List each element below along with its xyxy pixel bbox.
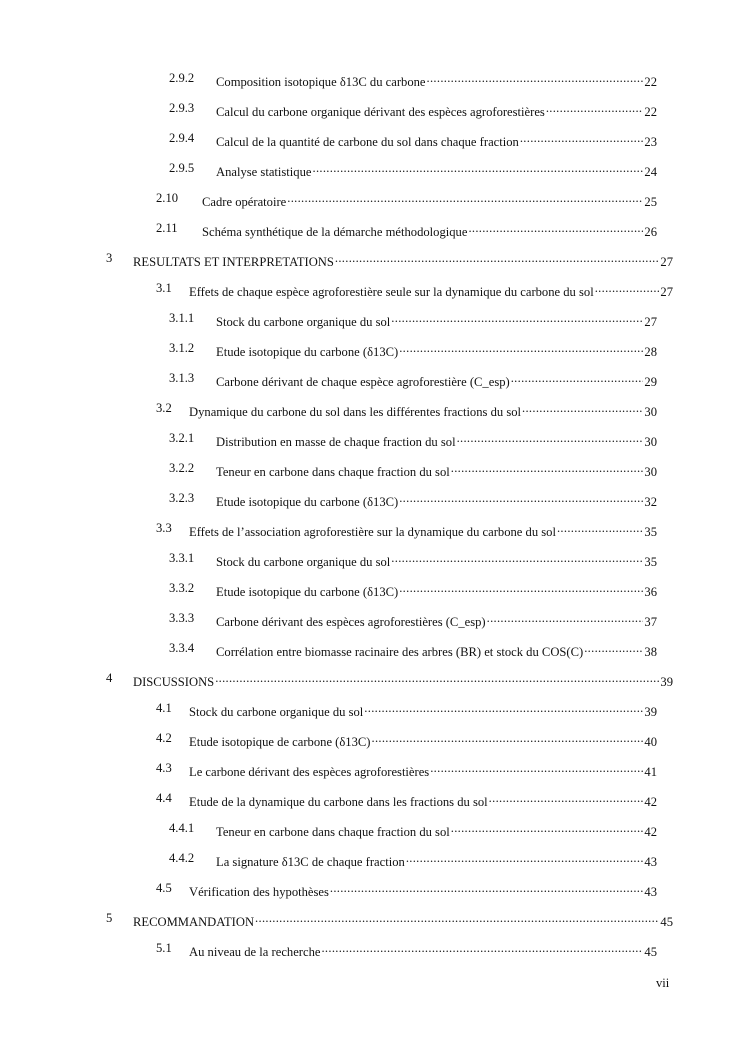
- toc-title: Teneur en carbone dans chaque fraction du sol: [216, 825, 450, 839]
- toc-title: La signature δ13C de chaque fraction: [216, 855, 405, 869]
- toc-title: Etude isotopique du carbone (δ13C): [216, 345, 399, 359]
- toc-page: 25: [644, 195, 657, 209]
- toc-page: 35: [644, 555, 657, 569]
- dot-leader: [335, 250, 660, 266]
- toc-number: 3.3.3: [169, 611, 195, 625]
- dot-leader: [489, 790, 644, 806]
- dot-leader: [451, 820, 644, 836]
- toc-entry[interactable]: [0, 220, 673, 239]
- toc-title: RECOMMANDATION: [133, 915, 255, 929]
- dot-leader: [255, 910, 659, 926]
- toc-page: 22: [644, 75, 657, 89]
- page-folio: vii: [656, 976, 670, 990]
- toc-page: 43: [644, 885, 657, 899]
- dot-leader: [391, 310, 643, 326]
- dot-leader: [430, 760, 643, 776]
- toc-number: 3.1.3: [169, 371, 195, 385]
- toc-entry[interactable]: [0, 490, 673, 509]
- toc-number: 5.1: [156, 941, 172, 955]
- toc-entry[interactable]: [0, 340, 673, 359]
- toc-page: 43: [644, 855, 657, 869]
- toc-title: Stock du carbone organique du sol: [189, 705, 364, 719]
- toc-title: Le carbone dérivant des espèces agroforestières: [189, 765, 430, 779]
- toc-number: 4.4.1: [169, 821, 195, 835]
- dot-leader: [487, 610, 644, 626]
- toc-number: 3.1: [156, 281, 172, 295]
- dot-leader: [321, 940, 643, 956]
- toc-chapter-entry[interactable]: [0, 250, 673, 269]
- toc-number: 4.1: [156, 701, 172, 715]
- toc-entry[interactable]: [0, 940, 673, 959]
- toc-number: 3.2.2: [169, 461, 195, 475]
- toc-chapter-entry[interactable]: [0, 670, 673, 689]
- toc-number: 2.10: [156, 191, 179, 205]
- toc-entry[interactable]: [0, 190, 673, 209]
- toc-page: 24: [644, 165, 657, 179]
- toc-page: 45: [660, 915, 673, 929]
- toc-page: 32: [644, 495, 657, 509]
- dot-leader: [451, 460, 644, 476]
- toc-number: 4: [106, 671, 113, 685]
- toc-entry[interactable]: [0, 640, 673, 659]
- dot-leader: [546, 100, 644, 116]
- toc-page: 28: [644, 345, 657, 359]
- toc-entry[interactable]: [0, 400, 673, 419]
- toc-number: 2.9.4: [169, 131, 195, 145]
- toc-number: 4.4.2: [169, 851, 195, 865]
- toc-entry[interactable]: [0, 100, 673, 119]
- toc-title: Effets de l’association agroforestière sur la dynamique du carbone du sol: [189, 525, 556, 539]
- toc-entry[interactable]: [0, 310, 673, 329]
- dot-leader: [399, 340, 643, 356]
- toc-number: 4.3: [156, 761, 172, 775]
- dot-leader: [372, 730, 644, 746]
- toc-number: 2.9.2: [169, 71, 195, 85]
- toc-entry[interactable]: [0, 850, 673, 869]
- toc-page: 36: [644, 585, 657, 599]
- toc-page: 26: [644, 225, 657, 239]
- toc-page: 30: [644, 435, 657, 449]
- toc-number: 3.2: [156, 401, 172, 415]
- toc-entry[interactable]: [0, 730, 673, 749]
- dot-leader: [557, 520, 643, 536]
- dot-leader: [595, 280, 660, 296]
- toc-number: 3.1.1: [169, 311, 195, 325]
- toc-page: 41: [644, 765, 657, 779]
- toc-title: RESULTATS ET INTERPRETATIONS: [133, 255, 334, 269]
- toc-title: Corrélation entre biomasse racinaire des arbres (BR) et stock du COS(C): [216, 645, 584, 659]
- toc-number: 3.2.3: [169, 491, 195, 505]
- toc-entry[interactable]: [0, 430, 673, 449]
- dot-leader: [364, 700, 643, 716]
- toc-page: 30: [644, 465, 657, 479]
- toc-title: Distribution en masse de chaque fraction du sol: [216, 435, 456, 449]
- toc-page: 27: [660, 255, 673, 269]
- dot-leader: [330, 880, 644, 896]
- dot-leader: [406, 850, 644, 866]
- toc-entry[interactable]: [0, 790, 673, 809]
- toc-page: 37: [644, 615, 657, 629]
- toc-title: Stock du carbone organique du sol: [216, 555, 391, 569]
- toc-title: Calcul de la quantité de carbone du sol dans chaque fraction: [216, 135, 519, 149]
- toc-number: 3.2.1: [169, 431, 195, 445]
- toc-title: Calcul du carbone organique dérivant des espèces agroforestières: [216, 105, 545, 119]
- toc-number: 3.3.4: [169, 641, 195, 655]
- dot-leader: [584, 640, 643, 656]
- toc-title: Dynamique du carbone du sol dans les différentes fractions du sol: [189, 405, 522, 419]
- toc-page: 35: [644, 525, 657, 539]
- toc-entry[interactable]: [0, 460, 673, 479]
- toc-title: Etude isotopique de carbone (δ13C): [189, 735, 371, 749]
- toc-title: Etude de la dynamique du carbone dans les fractions du sol: [189, 795, 488, 809]
- toc-page: 38: [644, 645, 657, 659]
- toc-page: 45: [644, 945, 657, 959]
- toc-chapter-entry[interactable]: [0, 910, 673, 929]
- toc-page: 42: [644, 825, 657, 839]
- toc-page: 30: [644, 405, 657, 419]
- toc-title: Effets de chaque espèce agroforestière seule sur la dynamique du carbone du sol: [189, 285, 594, 299]
- dot-leader: [399, 580, 643, 596]
- dot-leader: [215, 670, 659, 686]
- toc-title: Cadre opératoire: [202, 195, 287, 209]
- toc-entry[interactable]: [0, 760, 673, 779]
- toc-page: 42: [644, 795, 657, 809]
- toc-entry[interactable]: [0, 70, 673, 89]
- toc-title: Au niveau de la recherche: [189, 945, 321, 959]
- toc-page: 27: [660, 285, 673, 299]
- toc-title: Composition isotopique δ13C du carbone: [216, 75, 426, 89]
- toc-entry[interactable]: [0, 280, 673, 299]
- toc-page: 29: [644, 375, 657, 389]
- dot-leader: [399, 490, 643, 506]
- toc-title: DISCUSSIONS: [133, 675, 215, 689]
- toc-entry[interactable]: [0, 550, 673, 569]
- dot-leader: [391, 550, 643, 566]
- toc-entry[interactable]: [0, 520, 673, 539]
- dot-leader: [287, 190, 643, 206]
- toc-title: Vérification des hypothèses: [189, 885, 329, 899]
- toc-title: Analyse statistique: [216, 165, 312, 179]
- dot-leader: [457, 430, 644, 446]
- toc-title: Teneur en carbone dans chaque fraction du sol: [216, 465, 450, 479]
- toc-page: 22: [644, 105, 657, 119]
- toc-entry[interactable]: [0, 130, 673, 149]
- toc-page: 23: [644, 135, 657, 149]
- toc-number: 3.3.2: [169, 581, 195, 595]
- dot-leader: [468, 220, 643, 236]
- toc-entry[interactable]: [0, 700, 673, 719]
- toc-entry[interactable]: [0, 160, 673, 179]
- dot-leader: [522, 400, 643, 416]
- toc-title: Stock du carbone organique du sol: [216, 315, 391, 329]
- toc-page: 39: [644, 705, 657, 719]
- toc-number: 2.11: [156, 221, 178, 235]
- toc-entry[interactable]: [0, 370, 673, 389]
- toc-title: Carbone dérivant de chaque espèce agroforestière (C_esp): [216, 375, 510, 389]
- toc-number: 4.4: [156, 791, 172, 805]
- toc-title: Schéma synthétique de la démarche méthodologique: [202, 225, 468, 239]
- toc-number: 3: [106, 251, 113, 265]
- dot-leader: [520, 130, 644, 146]
- toc-entry[interactable]: [0, 880, 673, 899]
- toc-number: 3.1.2: [169, 341, 195, 355]
- toc-title: Carbone dérivant des espèces agroforestières (C_esp): [216, 615, 486, 629]
- toc-number: 5: [106, 911, 113, 925]
- toc-title: Etude isotopique du carbone (δ13C): [216, 585, 399, 599]
- toc-number: 4.2: [156, 731, 172, 745]
- dot-leader: [511, 370, 644, 386]
- toc-page: 39: [660, 675, 673, 689]
- toc-entry[interactable]: [0, 610, 673, 629]
- toc-page: 27: [644, 315, 657, 329]
- toc-entry[interactable]: [0, 580, 673, 599]
- toc-page: 40: [644, 735, 657, 749]
- toc-number: 2.9.3: [169, 101, 195, 115]
- toc-number: 3.3: [156, 521, 172, 535]
- toc-number: 3.3.1: [169, 551, 195, 565]
- dot-leader: [313, 160, 644, 176]
- toc-number: 2.9.5: [169, 161, 195, 175]
- toc-entry[interactable]: [0, 820, 673, 839]
- toc-title: Etude isotopique du carbone (δ13C): [216, 495, 399, 509]
- dot-leader: [427, 70, 644, 86]
- toc-number: 4.5: [156, 881, 172, 895]
